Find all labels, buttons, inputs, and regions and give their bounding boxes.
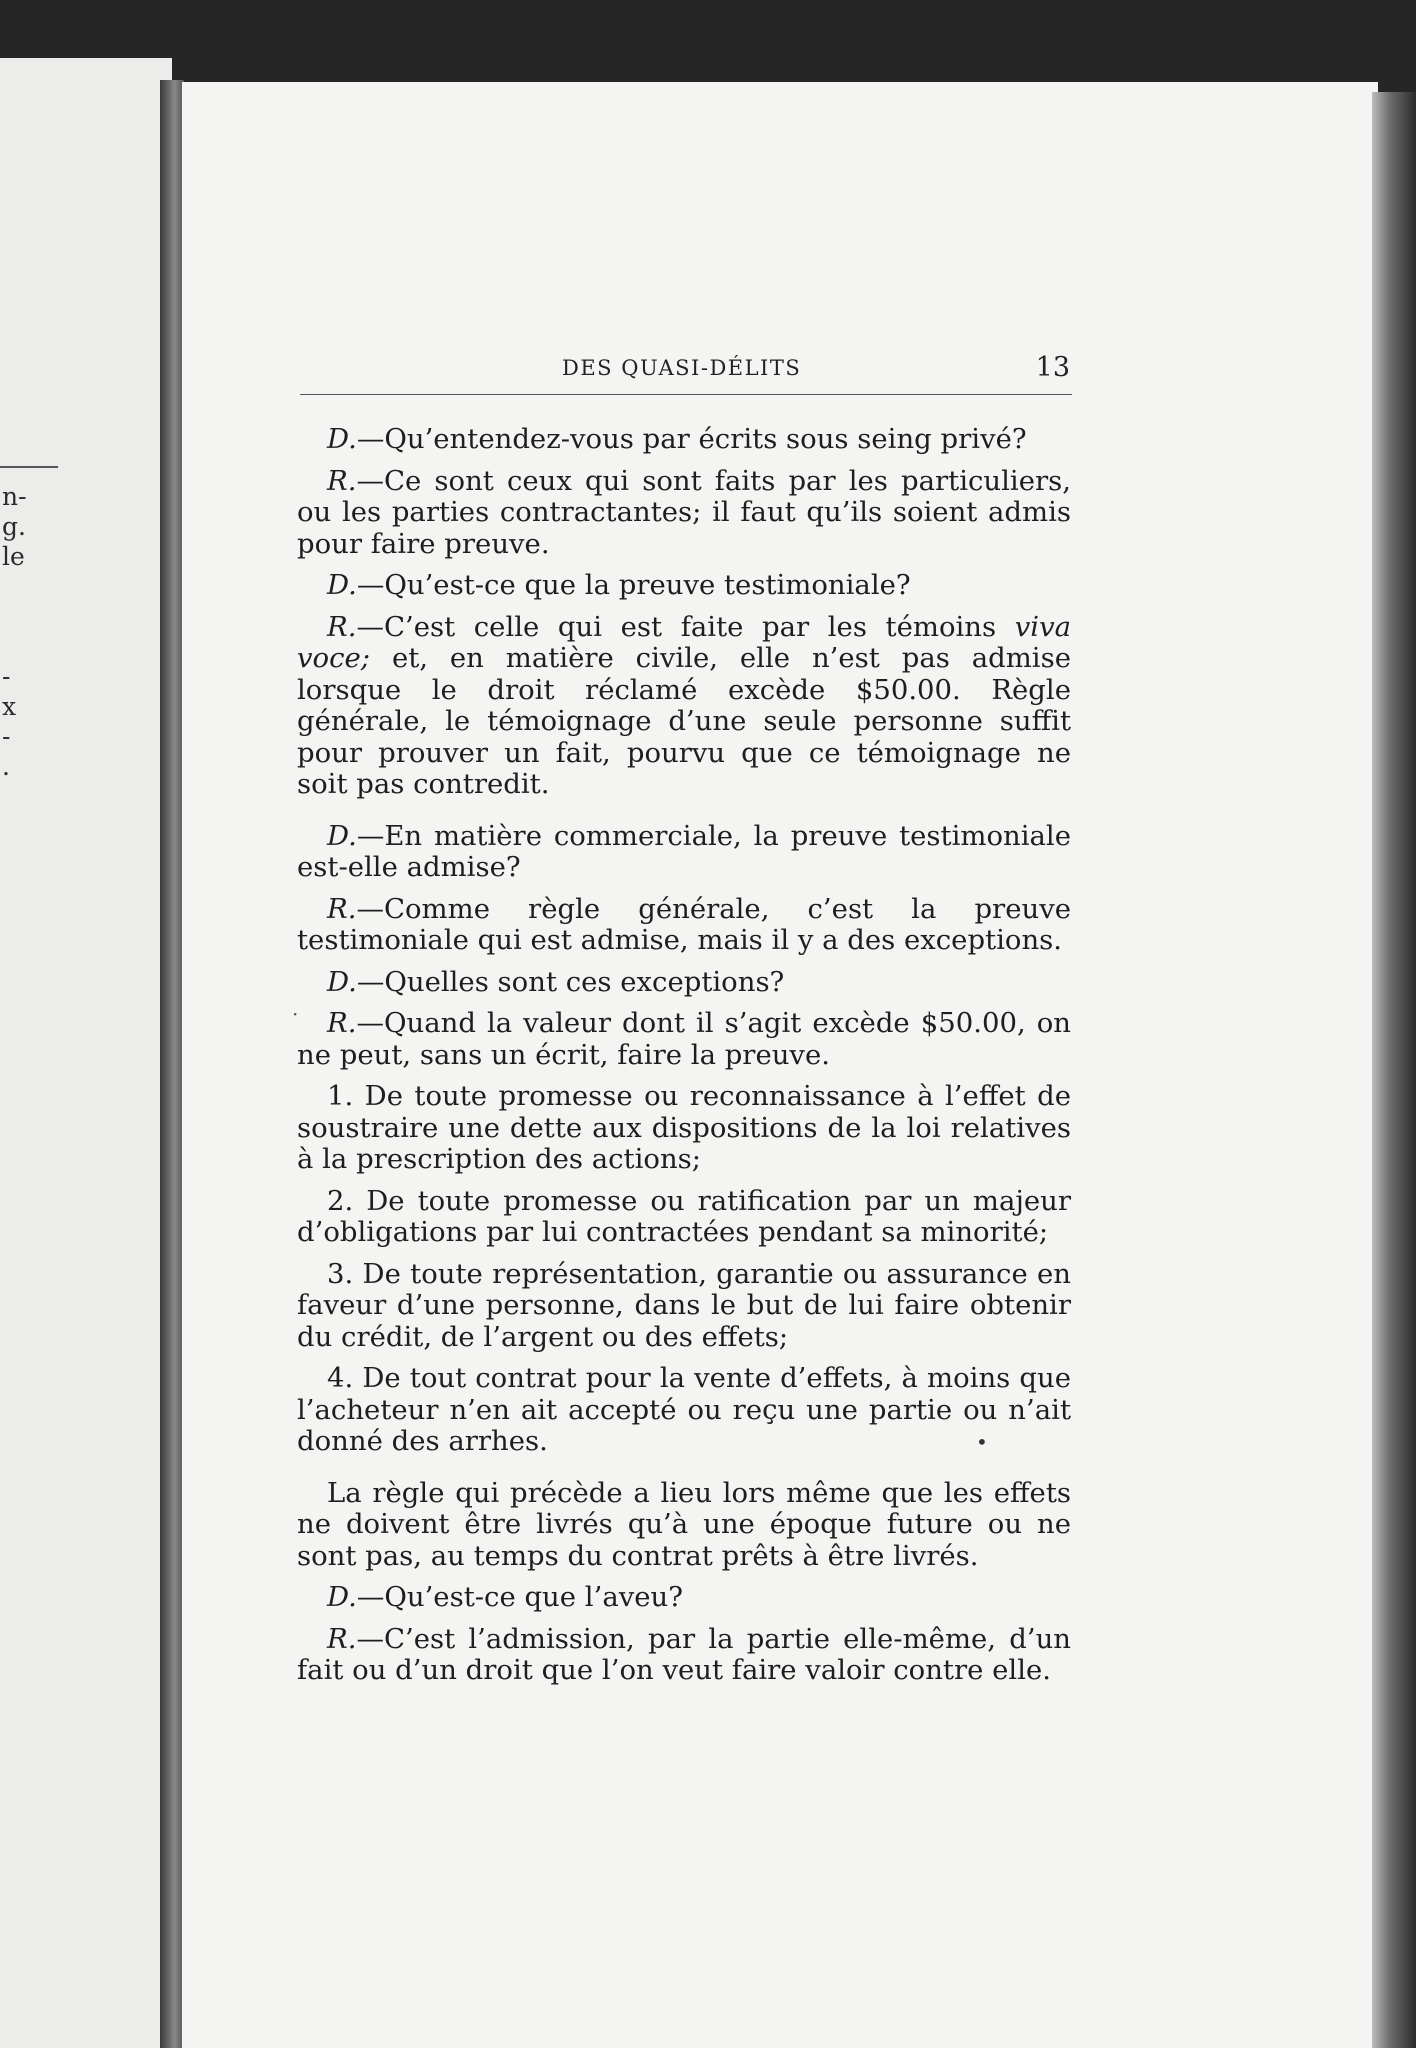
paragraph-text: —Qu’est-ce que l’aveu? <box>356 1581 683 1613</box>
scan-top-border <box>0 0 1416 92</box>
paragraph <box>297 466 1071 561</box>
paragraph-text: —C’est celle qui est faite par les témoins <box>356 610 1015 643</box>
paragraph-text: —C’est l’admission, par la partie elle-même, d’un fait ou d’un droit que l’on veut faire valoir contre elle. <box>297 1622 1071 1686</box>
facing-fragment: g. <box>2 512 26 541</box>
paragraph-text: La règle qui précède a lieu lors même que les effets ne doivent être livrés qu’à une époque future ou ne sont pas, au temps du contrat prêts à être livrés. <box>297 1476 1071 1572</box>
paragraph <box>297 967 1071 999</box>
speaker-label: R. <box>327 610 357 643</box>
speaker-label: D. <box>327 423 357 455</box>
speaker-label: D. <box>327 819 357 852</box>
speaker-label: R. <box>327 1622 357 1655</box>
list-item <box>297 1081 1071 1176</box>
paragraph <box>297 1624 1071 1687</box>
paragraph <box>297 821 1071 884</box>
paragraph-italic: viva voce; <box>297 610 1071 674</box>
paragraph-text: 4. De tout contrat pour la vente d’effets, à moins que l’acheteur n’en ait accepté ou reçu une partie ou n’ait donné des arrhes. <box>297 1362 1071 1457</box>
paragraph-text: —Qu’est-ce que la preuve testimoniale? <box>356 569 911 601</box>
list-item <box>297 1186 1071 1249</box>
running-title: DES QUASI-DÉLITS <box>562 356 802 380</box>
paragraph <box>297 894 1071 957</box>
paragraph <box>297 612 1071 801</box>
facing-page-left <box>0 58 172 2048</box>
book-spine <box>160 80 184 2048</box>
speaker-label: D. <box>327 965 357 998</box>
paragraph-text: —En matière commerciale, la preuve testimoniale est-elle admise? <box>297 819 1071 883</box>
paragraph <box>297 1478 1071 1573</box>
paragraph-text: —Comme règle générale, c’est la preuve testimoniale qui est admise, mais il y a des exceptions. <box>297 892 1071 956</box>
speaker-label: D. <box>327 1581 357 1613</box>
paragraph-text: 1. De toute promesse ou reconnaissance à l’effet de soustraire une dette aux dispositions de la loi relatives à la prescription des actions; <box>297 1080 1071 1175</box>
paragraph <box>297 1582 1071 1614</box>
facing-fragment: le <box>2 542 25 571</box>
facing-fragment: - <box>2 662 11 691</box>
paragraph-text: —Qu’entendez-vous par écrits sous seing privé? <box>356 423 1027 455</box>
page-edge-right <box>1372 92 1416 2048</box>
paragraph-text: —Quand la valeur dont il s’agit excède $50.00, on ne peut, sans un écrit, faire la preuve. <box>297 1007 1071 1071</box>
list-item <box>297 1363 1071 1458</box>
paragraph-text: —Ce sont ceux qui sont faits par les particuliers, ou les parties contractantes; il faut qu’ils soient admis pour faire preuve. <box>297 464 1071 560</box>
facing-page-rule <box>0 466 58 468</box>
page-number: 13 <box>1035 352 1070 383</box>
paragraph-text: —Quelles sont ces exceptions? <box>356 965 785 998</box>
speaker-label: R. <box>327 892 357 925</box>
speaker-label: R. <box>327 1007 357 1039</box>
paragraph-text: 3. De toute représentation, garantie ou assurance en faveur d’une personne, dans le but de lui faire obtenir du crédit, de l’argent ou des effets; <box>297 1257 1071 1353</box>
page-header <box>300 352 1072 395</box>
facing-fragment: - <box>2 722 11 751</box>
facing-fragment: . <box>2 752 10 781</box>
paragraph-text: 2. De toute promesse ou ratification par un majeur d’obligations par lui contractées pendant sa minorité; <box>297 1184 1071 1248</box>
list-item <box>297 1259 1071 1354</box>
speaker-label: D. <box>327 569 357 601</box>
ink-speck: • <box>976 1430 988 1454</box>
facing-fragment: x <box>2 692 17 721</box>
body-text <box>297 424 1071 1697</box>
paragraph <box>297 570 1071 602</box>
facing-fragment: n- <box>2 482 27 511</box>
ink-speck: · <box>292 1002 299 1026</box>
paragraph <box>297 1008 1071 1071</box>
paragraph-text: et, en matière civile, elle n’est pas admise lorsque le droit réclamé excède $50.00. Règle générale, le témoignage d’une seule personne suffit pour prouver un fait, pourvu que ce témoignage ne soit pas contredit. <box>297 642 1071 800</box>
paragraph <box>297 424 1071 456</box>
speaker-label: R. <box>327 464 357 497</box>
